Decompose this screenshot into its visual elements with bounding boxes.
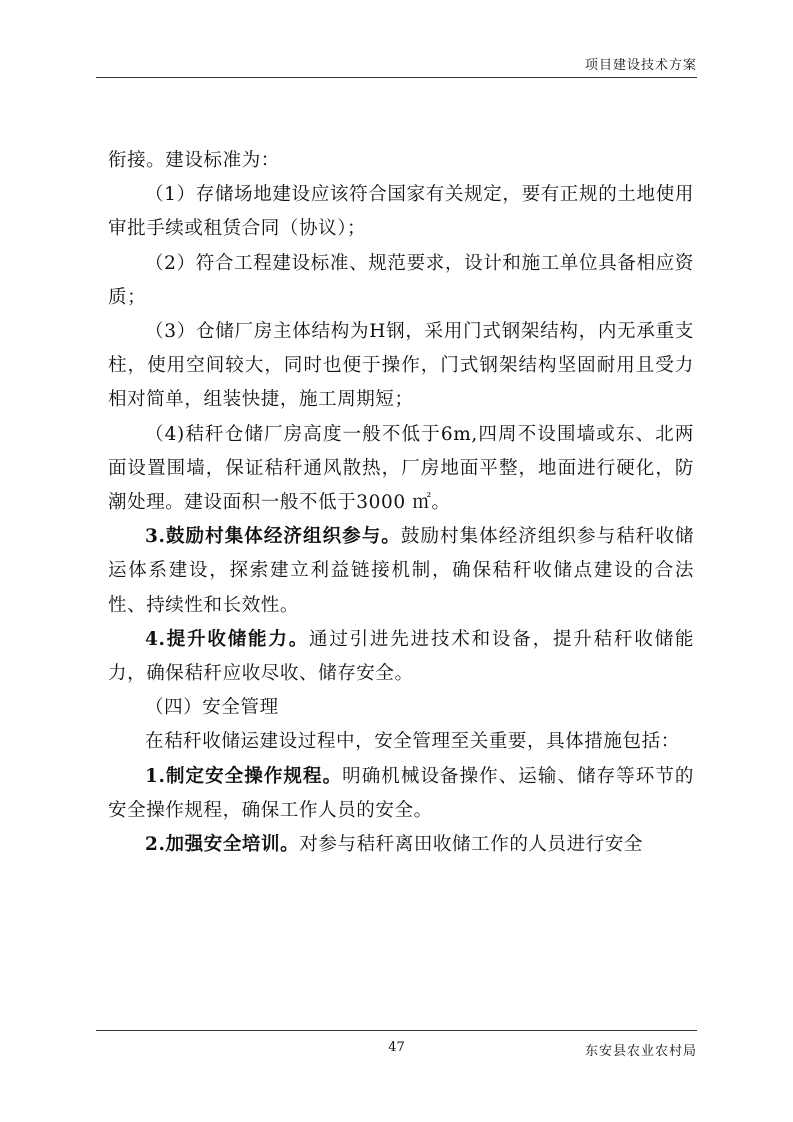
paragraph-standard-1 bbox=[108, 178, 694, 246]
footer-divider bbox=[96, 1030, 697, 1031]
section-heading-text: （四）安全管理 bbox=[145, 697, 279, 719]
paragraph-lead: 4.提升收储能力。 bbox=[145, 628, 310, 650]
paragraph-text: 在秸秆收储运建设过程中，安全管理至关重要，具体措施包括： bbox=[145, 731, 680, 753]
footer-organization: 东安县农业农村局 bbox=[584, 1044, 697, 1059]
paragraph-village-participation bbox=[108, 520, 694, 623]
paragraph-safety-intro bbox=[108, 725, 694, 759]
paragraph-standard-2 bbox=[108, 247, 694, 315]
paragraph-safety-rules bbox=[108, 760, 694, 828]
paragraph-text: （4)秸秆仓储厂房高度一般不低于6m,四周不设围墙或东、北两面设置围墙，保证秸秆通风散热，厂房地面平整，地面进行硬化，防潮处理。建设面积一般不低于3000 ㎡。 bbox=[108, 423, 694, 514]
paragraph-text: （1）存储场地建设应该符合国家有关规定，要有正规的土地使用审批手续或租赁合同（协议）； bbox=[108, 184, 694, 240]
page-number: 47 bbox=[388, 1040, 405, 1055]
paragraph-text: 衔接。建设标准为： bbox=[108, 150, 280, 171]
paragraph-text: （3）仓储厂房主体结构为H钢，采用门式钢架结构，内无承重支柱，使用空间较大，同时也便于操作，门式钢架结构坚固耐用且受力相对简单，组装快捷，施工周期短； bbox=[108, 321, 694, 411]
section-heading-safety bbox=[108, 691, 694, 725]
paragraph-lead: 2.加强安全培训。 bbox=[145, 834, 300, 856]
paragraph-safety-training bbox=[108, 828, 694, 862]
paragraph-text: 明确机械设备操作、运输、储存等环节的安全操作规程，确保工作人员的安全。 bbox=[108, 765, 694, 821]
paragraph-standard-4 bbox=[108, 418, 694, 521]
paragraph-text: （2）符合工程建设标准、规范要求，设计和施工单位具备相应资质； bbox=[108, 252, 694, 308]
paragraph-text: 通过引进先进技术和设备，提升秸秆收储能力，确保秸秆应收尽收、储存安全。 bbox=[108, 628, 695, 685]
paragraph-lead: 1.制定安全操作规程。 bbox=[145, 765, 343, 787]
paragraph-text: 鼓励村集体经济组织参与秸秆收储运体系建设，探索建立利益链接机制，确保秸秆收储点建设的合法性、持续性和长效性。 bbox=[108, 526, 694, 616]
running-header-title: 项目建设技术方案 bbox=[584, 58, 697, 73]
paragraph-lead: 3.鼓励村集体经济组织参与。 bbox=[145, 526, 401, 548]
paragraph-text: 对参与秸秆离田收储工作的人员进行安全 bbox=[299, 834, 644, 856]
document-body bbox=[108, 144, 694, 862]
paragraph-storage-capacity bbox=[108, 623, 694, 691]
paragraph-standard-3 bbox=[108, 315, 694, 418]
header-divider bbox=[96, 77, 697, 78]
paragraph-intro bbox=[108, 144, 694, 178]
